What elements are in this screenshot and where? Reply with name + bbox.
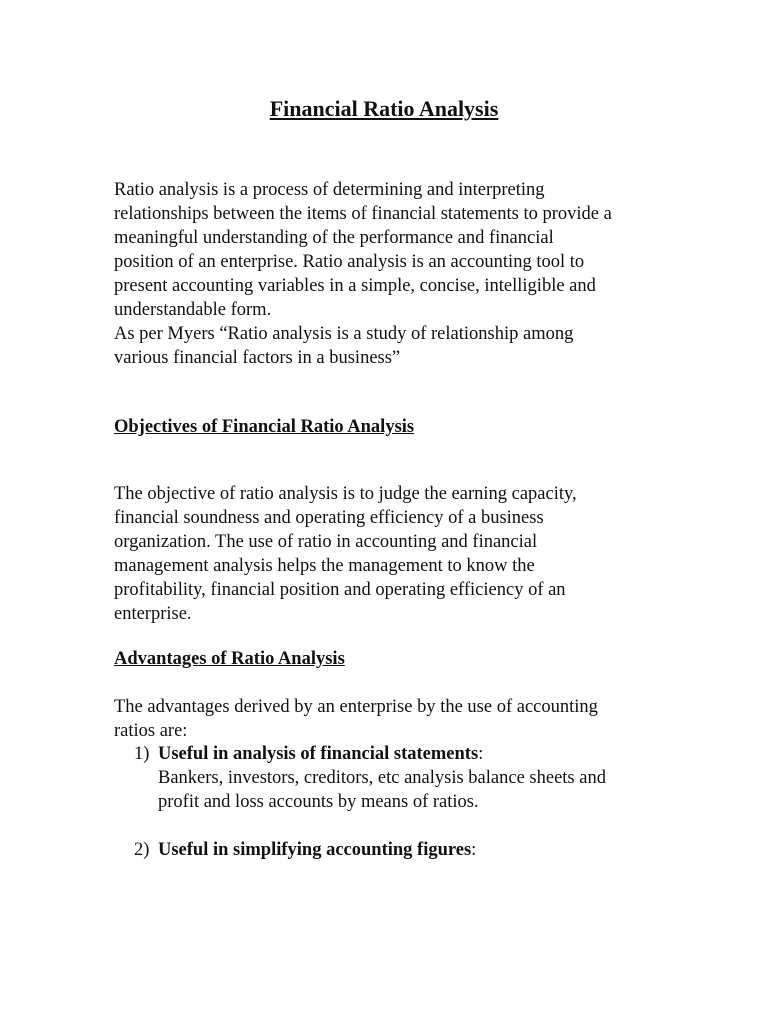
text-line: various financial factors in a business” [114,348,401,368]
text-line: enterprise. [114,604,192,624]
text-line: ratios are: [114,721,188,741]
advantage-item-heading [134,838,674,862]
advantage-item [134,838,674,862]
item-colon: : [471,840,477,860]
advantage-item-heading [134,742,674,766]
text-line: organization. The use of ratio in accounting and financial [114,532,538,552]
objectives-paragraph [114,482,674,626]
text-line: Bankers, investors, creditors, etc analysis balance sheets and [158,768,606,788]
intro-paragraph [114,178,674,370]
text-line: As per Myers “Ratio analysis is a study of relationship among [114,324,574,344]
text-line: Ratio analysis is a process of determining and interpreting [114,180,545,200]
text-line: position of an enterprise. Ratio analysis is an accounting tool to [114,252,585,272]
text-line: profitability, financial position and operating efficiency of an [114,580,566,600]
text-line: The advantages derived by an enterprise by the use of accounting [114,697,598,717]
item-title: Useful in simplifying accounting figures [158,840,472,860]
item-number: 2) [134,840,150,860]
text-line: management analysis helps the management to know the [114,556,535,576]
advantage-item [134,742,674,814]
advantages-heading: Advantages of Ratio Analysis [114,649,345,669]
advantage-item-body [158,766,674,814]
item-number: 1) [134,744,150,764]
advantages-lead-paragraph [114,695,674,743]
item-colon: : [478,744,484,764]
text-line: meaningful understanding of the performance and financial [114,228,554,248]
objectives-heading: Objectives of Financial Ratio Analysis [114,417,415,437]
text-line: The objective of ratio analysis is to judge the earning capacity, [114,484,577,504]
text-line: present accounting variables in a simple, concise, intelligible and [114,276,596,296]
text-line: relationships between the items of financial statements to provide a [114,204,612,224]
text-line: financial soundness and operating efficiency of a business [114,508,544,528]
item-title: Useful in analysis of financial statements [158,744,479,764]
document-title: Financial Ratio Analysis [269,96,499,121]
text-line: profit and loss accounts by means of ratios. [158,792,479,812]
text-line: understandable form. [114,300,272,320]
